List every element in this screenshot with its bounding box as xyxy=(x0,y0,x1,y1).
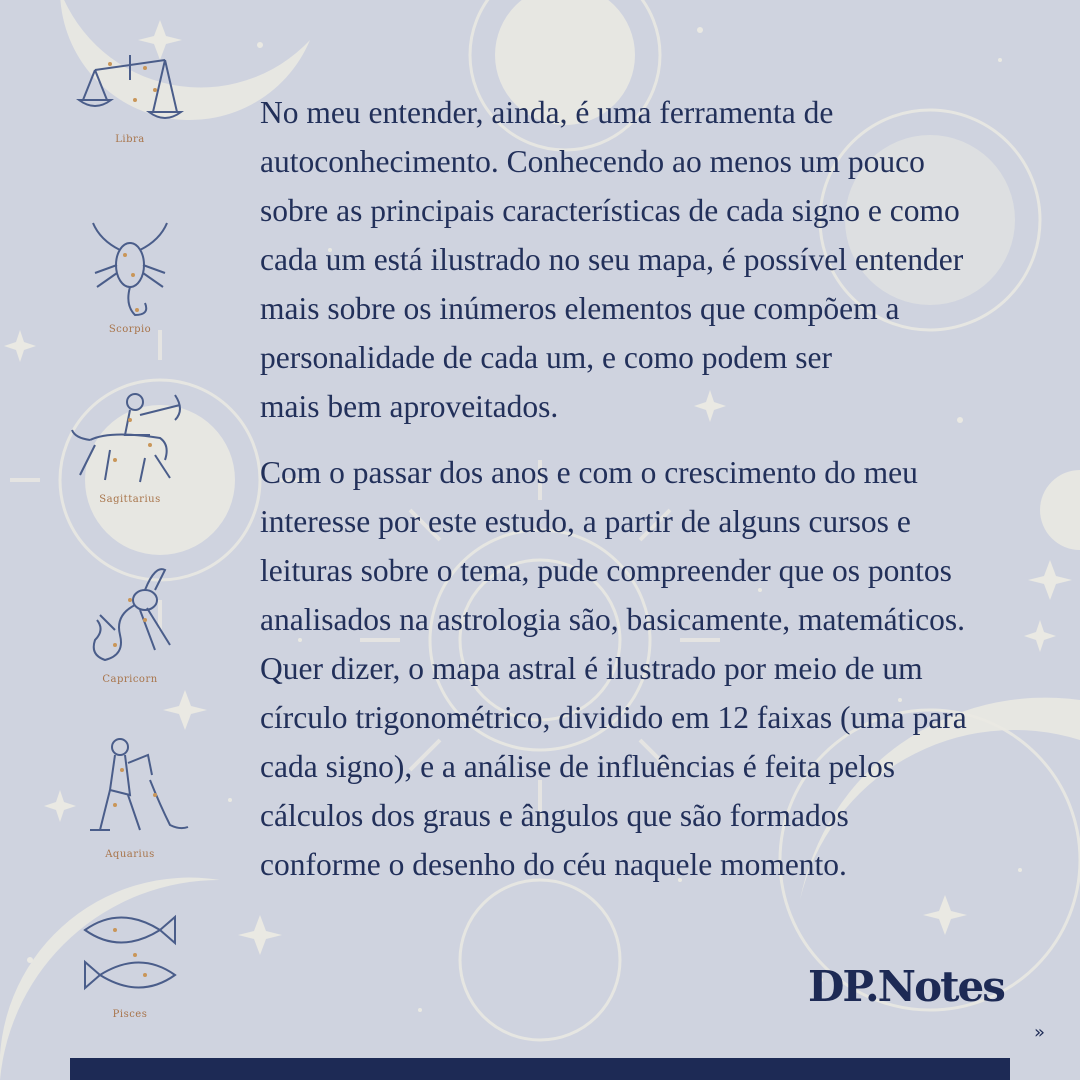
text-line: autoconhecimento. Conhecendo ao menos um pouco xyxy=(260,144,925,179)
star-icon xyxy=(1024,620,1056,652)
two-fish-icon xyxy=(75,905,185,1005)
water-bearer-icon xyxy=(70,735,190,845)
text-line: sobre as principais características de cada signo e como xyxy=(260,193,960,228)
zodiac-label: Libra xyxy=(115,134,145,145)
star-icon xyxy=(163,690,207,730)
paragraph-2 xyxy=(260,448,1020,889)
libra-scales-icon xyxy=(75,50,185,130)
brand-logo: DP.Notes xyxy=(808,962,1004,1011)
text-line: analisados na astrologia são, basicamente, matemáticos. xyxy=(260,602,966,637)
text-line: leituras sobre o tema, pude compreender que os pontos xyxy=(260,553,952,588)
zodiac-libra xyxy=(60,50,200,145)
text-line: cada um está ilustrado no seu mapa, é possível entender xyxy=(260,242,964,277)
text-line: mais sobre os inúmeros elementos que compõem a xyxy=(260,291,900,326)
star-icon xyxy=(238,915,282,955)
paragraph-1 xyxy=(260,88,1020,431)
zodiac-label: Scorpio xyxy=(108,324,152,335)
text-line: mais bem aproveitados. xyxy=(260,389,559,424)
zodiac-capricorn xyxy=(60,560,200,685)
text-line: interesse por este estudo, a partir de alguns cursos e xyxy=(260,504,911,539)
zodiac-label: Sagittarius xyxy=(99,494,161,505)
scorpion-icon xyxy=(75,215,185,320)
star-icon xyxy=(923,895,967,935)
text-line: No meu entender, ainda, é uma ferramenta de xyxy=(260,95,834,130)
text-line: cada signo), e a análise de influências é feita pelos xyxy=(260,749,895,784)
zodiac-pisces xyxy=(60,905,200,1020)
zodiac-aquarius xyxy=(60,735,200,860)
zodiac-label: Aquarius xyxy=(105,849,155,860)
bottom-bar xyxy=(70,1058,1010,1080)
text-line: círculo trigonométrico, dividido em 12 faixas (uma para xyxy=(260,700,967,735)
star-icon xyxy=(1028,560,1072,600)
star-icon xyxy=(4,330,36,362)
text-line: Com o passar dos anos e com o crescimento do meu xyxy=(260,455,918,490)
zodiac-sagittarius xyxy=(60,390,200,505)
zodiac-label: Capricorn xyxy=(102,674,158,685)
next-slide-icon[interactable]: » xyxy=(1034,1022,1041,1043)
sea-goat-icon xyxy=(75,560,185,670)
centaur-archer-icon xyxy=(70,390,190,490)
text-line: personalidade de cada um, e como podem ser xyxy=(260,340,833,375)
sun-icon xyxy=(1040,470,1080,550)
text-line: Quer dizer, o mapa astral é ilustrado por meio de um xyxy=(260,651,923,686)
zodiac-label: Pisces xyxy=(112,1009,148,1020)
text-line: conforme o desenho do céu naquele momento. xyxy=(260,847,847,882)
zodiac-scorpio xyxy=(60,215,200,335)
text-line: cálculos dos graus e ângulos que são formados xyxy=(260,798,849,833)
